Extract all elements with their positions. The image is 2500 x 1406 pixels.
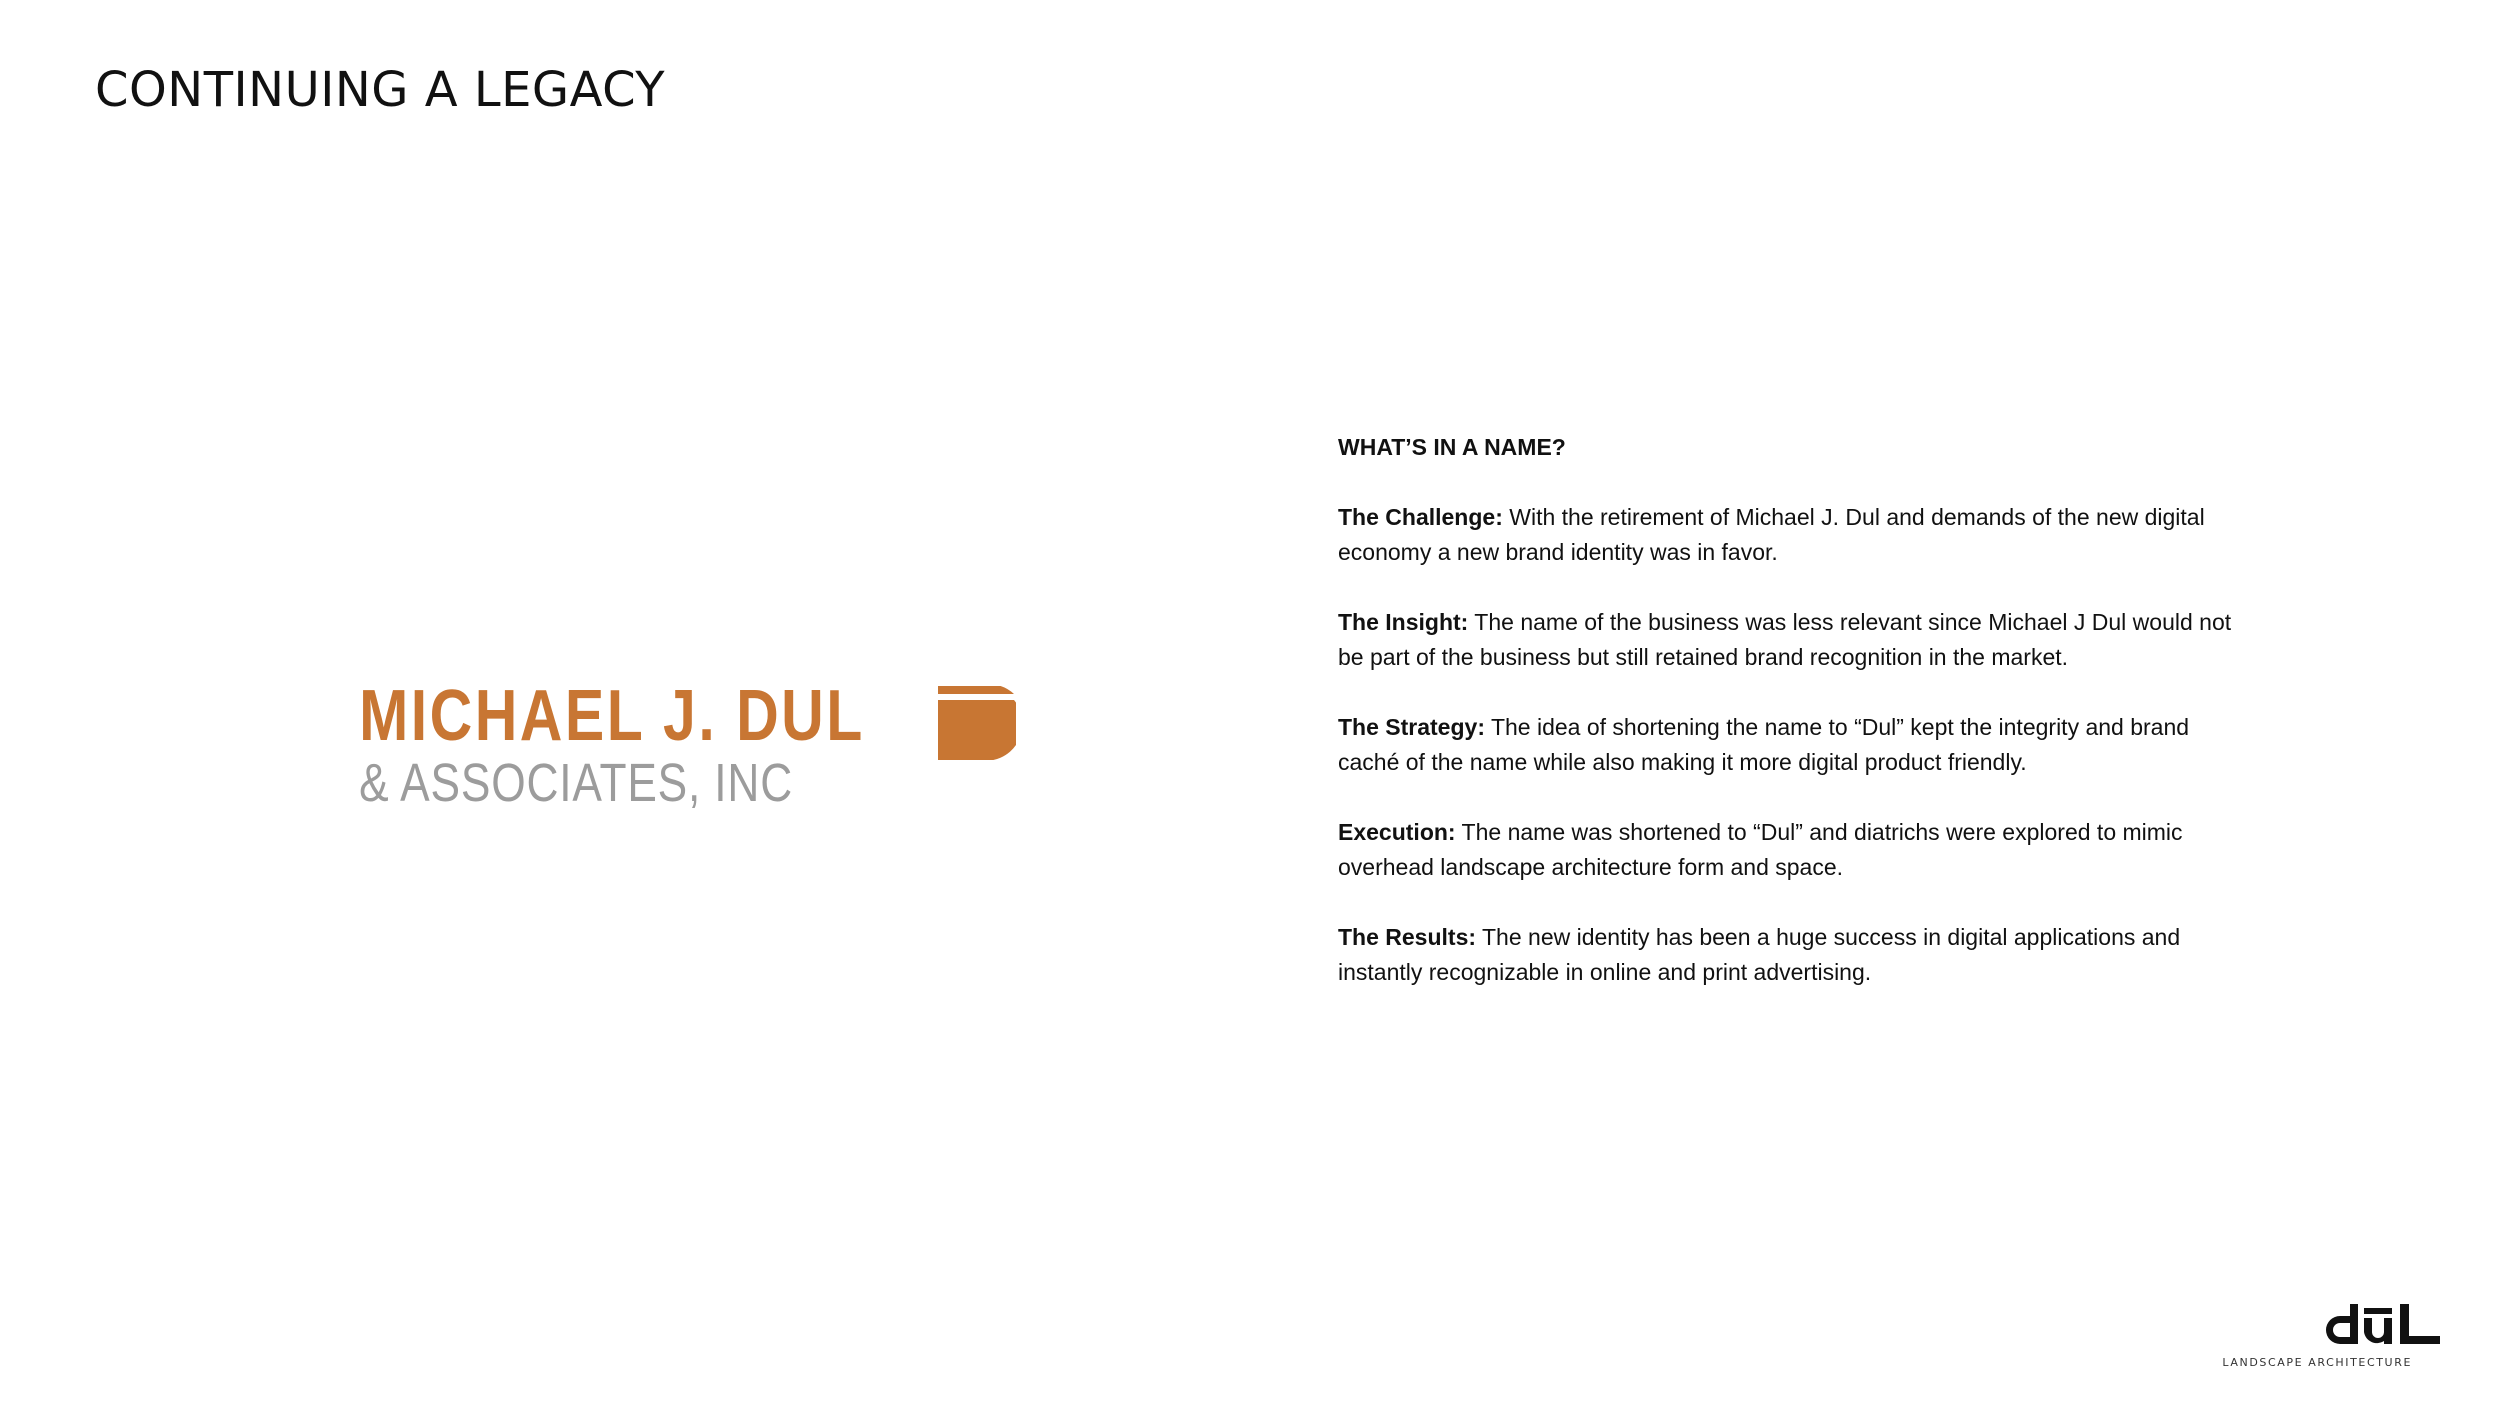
paragraph-insight	[1338, 605, 2238, 675]
d-letter-icon	[938, 686, 1016, 760]
paragraph-strategy	[1338, 710, 2238, 780]
paragraph-text: The idea of shortening the name to “Dul” kept the integrity and brand caché of the name while also making it more digital product friendly.	[1338, 714, 2190, 775]
paragraph-text: The new identity has been a huge success in digital applications and instantly recognizable in online and print advertising.	[1338, 924, 2181, 985]
dul-brand-logo	[2222, 1302, 2442, 1374]
paragraph-label: Execution:	[1338, 819, 1456, 845]
paragraph-label: The Results:	[1338, 924, 1477, 950]
paragraph-text: The name was shortened to “Dul” and diatrichs were explored to mimic overhead landscape architecture form and space.	[1338, 819, 2183, 880]
dul-wordmark-logo	[2322, 1302, 2442, 1346]
paragraph-label: The Challenge:	[1338, 504, 1503, 530]
page-title: CONTINUING A LEGACY	[95, 62, 666, 118]
paragraph-label: The Insight:	[1338, 609, 1469, 635]
paragraph-text: The name of the business was less relevant since Michael J Dul would not be part of the business but still retained brand recognition in the market.	[1338, 609, 2232, 670]
paragraph-results	[1338, 920, 2238, 990]
paragraph-execution	[1338, 815, 2238, 885]
content-heading: WHAT’S IN A NAME?	[1338, 434, 1566, 460]
logo-subtitle: & ASSOCIATES, INC	[359, 753, 793, 813]
article-content	[1338, 430, 2238, 1025]
paragraph-text: With the retirement of Michael J. Dul and demands of the new digital economy a new brand identity was in favor.	[1338, 504, 2205, 565]
footer-tagline: LANDSCAPE ARCHITECTURE	[2222, 1356, 2412, 1369]
logo-name: MICHAEL J. DUL	[359, 676, 865, 756]
paragraph-label: The Strategy:	[1338, 714, 1485, 740]
logo-wordmark	[270, 676, 865, 813]
michael-j-dul-logo	[270, 676, 1030, 830]
paragraph-challenge	[1338, 500, 2238, 570]
